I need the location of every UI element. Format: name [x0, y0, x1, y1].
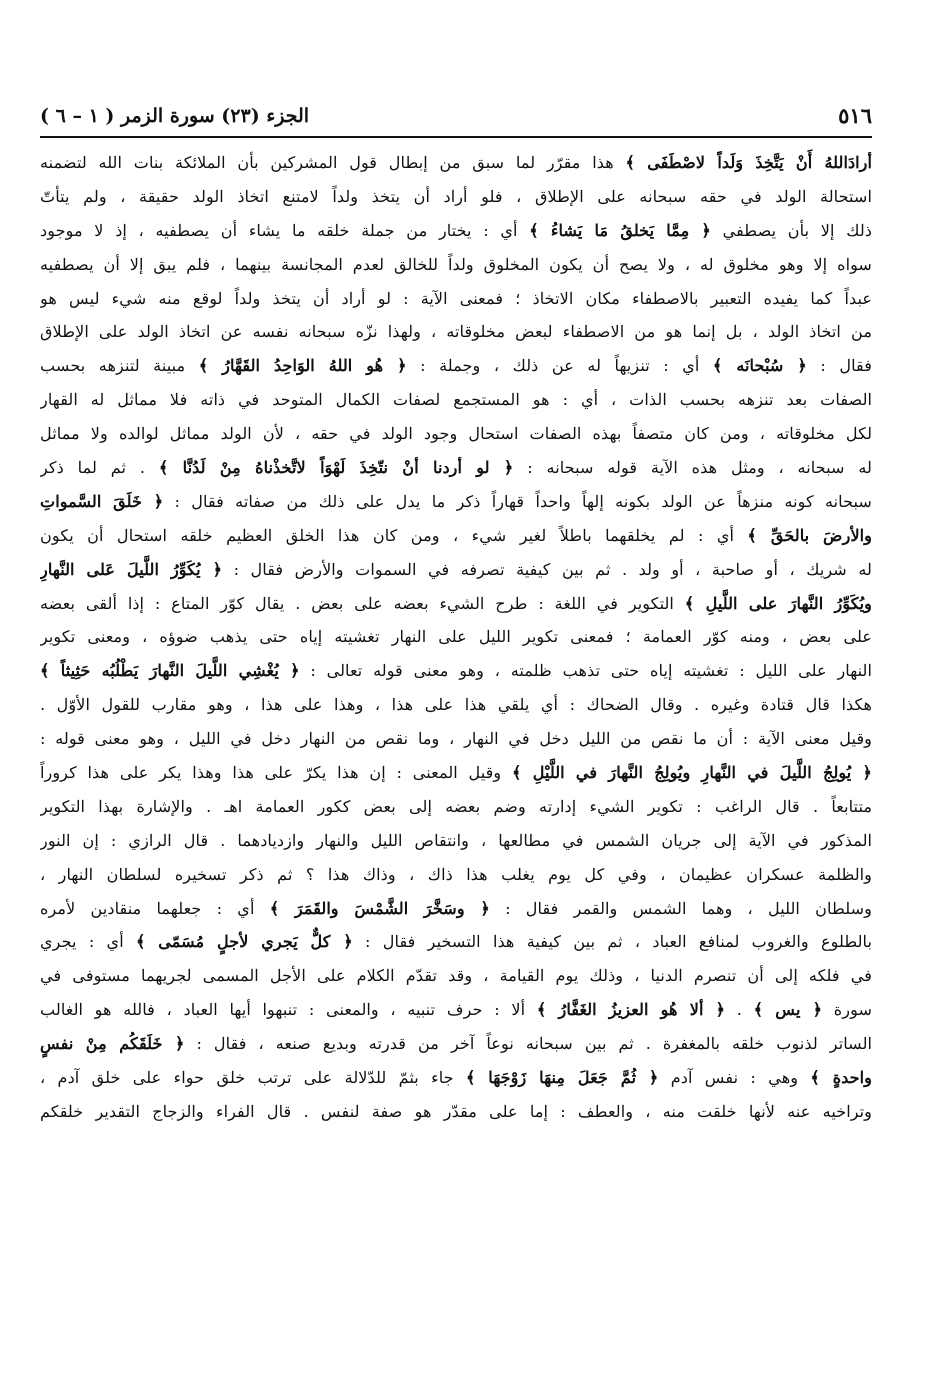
text-line: [40, 146, 872, 180]
header-rule: [40, 136, 872, 138]
page-header: [40, 102, 872, 134]
text-segment: ذلك إلا بأن يصطفي: [710, 220, 872, 240]
text-line: [40, 282, 872, 316]
text-segment: المذكور في الآية إلى جريان الشمس في مطالعها ، وانتقاص الليل والنهار وازديادهما . قال الرازي : إن النور: [40, 830, 872, 850]
text-segment: وقيل المعنى : إن هذا يكرّ على هذا وهذا يكر على هذا كروراً: [40, 763, 512, 783]
quran-verse: ﴿ خَلَقَ السَّمواتِ: [40, 491, 164, 511]
text-segment: على بعض ، ومنه كوّر العمامة ؛ فمعنى تكوير الليل على النهار تغشيته إياه حتى يذهب ضوؤه ، ومعنى تكوير: [40, 627, 872, 647]
text-line: [40, 790, 872, 824]
text-line: [40, 688, 872, 722]
text-line: [40, 315, 872, 349]
text-segment: متتابعاً . قال الراغب : تكوير الشيء إدارته وضم بعضه إلى بعض ككور العمامة اهـ . والإشارة بهذا التكوير: [40, 796, 872, 816]
text-segment: . ثم لما ذكر: [40, 458, 159, 478]
text-segment: أي : تنزيهاً له عن ذلك ، وجملة :: [406, 356, 713, 376]
text-segment: هذا مقرّر لما سبق من إبطال قول المشركين بأن الملائكة بنات الله لتضمنه: [40, 153, 626, 172]
text-segment: جاء بثمّ للدّلالة على ترتب خلق حواء على خلق آدم ،: [40, 1068, 466, 1088]
text-line: [40, 1027, 872, 1061]
quran-verse: واحدةٍ ﴾: [810, 1068, 872, 1088]
quran-verse: ﴿ هُو اللهُ الوَاحِدُ القَهَّارُ ﴾: [198, 356, 407, 376]
text-line: [40, 620, 872, 654]
text-line: [40, 553, 872, 587]
quran-verse: ﴿ ألا هُو العزيزُ الغَفَّارُ ﴾: [536, 1000, 726, 1020]
text-segment: سورة: [822, 1000, 872, 1020]
body-text: [40, 146, 872, 1129]
text-segment: له شريك ، أو صاحبة ، أو ولد . ثم بين كيفية تصرفه في السموات والأرض فقال :: [222, 559, 872, 579]
quran-verse: أرادَاللهُ أَنْ يَتَّخِذَ وَلَداً لاصْطَفَى ﴾: [625, 153, 872, 172]
text-line: [40, 858, 872, 892]
text-line: [40, 248, 872, 282]
text-segment: له سبحانه ، ومثل هذه الآية قوله سبحانه :: [513, 458, 872, 478]
text-segment: ألا : حرف تنبيه ، والمعنى : تنبهوا أيها العباد ، فالله هو الغالب: [40, 1000, 537, 1020]
text-line: [40, 1095, 872, 1129]
quran-verse: ﴿ كلٌّ يَجري لأجلٍ مُسَمّى ﴾: [136, 932, 353, 952]
text-segment: أي : يختار من جملة خلقه ما يشاء أن يصطفيه ، إذ لا موجود: [40, 220, 530, 240]
quran-verse: ﴿ ثُمَّ جَعَلَ مِنهَا زَوْجَهَا ﴾: [465, 1068, 659, 1088]
quran-verse: ﴿ يُكَوِّرُ اللَّيلَ عَلى النَّهارِ: [40, 559, 223, 579]
text-segment: من اتخاذ الولد ، بل إنما هو من الاصطفاء لبعض مخلوقاته ، ولهذا نزّه سبحانه نفسه عن اتخاذ الولد على الإطلاق: [40, 322, 872, 342]
text-line: [40, 756, 872, 790]
text-segment: بالطلوع والغروب لمنافع العباد ، ثم بين كيفية هذا التسخير فقال :: [352, 932, 872, 952]
quran-verse: ﴿ يُولِجُ اللَّيلَ في النَّهارِ ويُولِجُ النَّهارَ في اللَّيْلِ ﴾: [512, 763, 872, 783]
text-segment: في فلكه إلى أن تنصرم الدنيا ، وذلك يوم القيامة ، وقد تقدّم الكلام على الأجل المسمى لجريهما مستوفى في: [40, 966, 872, 986]
quran-verse: ﴿ يس ﴾: [753, 1000, 823, 1020]
text-line: [40, 180, 872, 214]
text-line: [40, 959, 872, 993]
text-segment: وتراخيه عنه لأنها خلقت منه ، والعطف : إما على مقدّر هو صفة لنفس . قال الفراء والزجاج التقدير خلقكم: [40, 1101, 872, 1121]
text-line: [40, 214, 872, 248]
text-segment: سواه إلا وهو مخلوق له ، ولا يصح أن يكون المخلوق ولداً للخالق لعدم المجانسة بينهما ، فلم يبق إلا أن يصطفيه: [40, 254, 872, 274]
text-line: [40, 654, 872, 688]
text-line: [40, 349, 872, 383]
text-segment: والظلمة عسكران عظيمان ، وفي كل يوم يغلب هذا ذاك ، وذاك هذا ؟ ثم ذكر تسخيره لسلطان النهار ،: [40, 864, 872, 884]
running-head: الجزء (٢٣) سورة الزمر ( ١ – ٦ ): [40, 105, 310, 127]
quran-verse: ويُكَوِّرُ النَّهارَ على اللَّيلِ ﴾: [684, 593, 872, 613]
text-line: [40, 587, 872, 621]
text-segment: فقال :: [806, 356, 872, 376]
quran-verse: ﴿ مِمَّا يَخلقُ مَا يَشاءُ ﴾: [529, 220, 711, 240]
page-number: ٥١٦: [838, 103, 872, 128]
text-line: [40, 993, 872, 1027]
quran-verse: ﴿ لو أردنا أنْ نتّخِذَ لَهْوَاً لاتَّخذْناهُ مِنْ لَدُنَّا ﴾: [158, 458, 514, 478]
quran-verse: ﴿ يُغْشِي اللَّيلَ النَّهارَ يَطْلُبُه حَثِيثاً ﴾: [40, 661, 300, 681]
text-line: [40, 451, 872, 485]
text-line: [40, 824, 872, 858]
quran-verse: ﴿ خَلَقَكُم مِنْ نفسٍ: [40, 1034, 185, 1054]
quran-verse: والأرضَ بالحَقِّ ﴾: [747, 525, 872, 545]
text-line: [40, 519, 872, 553]
text-line: [40, 485, 872, 519]
text-segment: أي : لم يخلقهما باطلاً لغير شيء ، ومن كان هذا الخلق العظيم خلقه استحال أن يكون: [40, 525, 748, 545]
text-line: [40, 383, 872, 417]
text-segment: الساتر لذنوب خلقه بالمغفرة . ثم بين سبحانه نوعاً آخر من قدرته وبديع صنعه ، فقال :: [184, 1034, 872, 1054]
text-segment: الصفات بعد تنزهه بحسب الذات ، أي : هو المستجمع لصفات الكمال المتوحد في ذاته فلا مماثل له القهار: [40, 390, 872, 410]
text-segment: عبداً كما يفيده التعبير بالاصطفاء مكان الاتخاذ ؛ فمعنى الآية : لو أراد أن يتخذ ولداً لوقع منه شيء ليس هو: [40, 288, 872, 308]
text-segment: سبحانه كونه منزهاً عن الولد بكونه إلهاً واحداً قهاراً ذكر ما يدل على ذلك من صفاته فقال :: [163, 491, 872, 511]
text-segment: استحالة الولد في حقه سبحانه على الإطلاق ، فلو أراد أن يتخذ ولداً لامتنع اتخاذ الولد حقيقة ، ولم يتأتّ: [40, 186, 872, 206]
text-segment: وسلطان الليل ، وهما الشمس والقمر فقال :: [489, 898, 872, 918]
text-segment: لكل مخلوقاته ، ومن كان متصفاً بهذه الصفات استحال وجود الولد في حقه ، لأن الولد مماثل لوالده ولا مماثل: [40, 424, 872, 444]
text-line: [40, 892, 872, 926]
text-segment: مبينة لتنزهه بحسب: [40, 356, 199, 376]
text-segment: التكوير في اللغة : طرح الشيء بعضه على بعض . يقال كوّر المتاع : إذا ألقى بعضه: [40, 593, 685, 613]
text-segment: .: [725, 1000, 754, 1020]
text-segment: وقيل معنى الآية : أن ما نقص من الليل دخل في النهار ، وما نقص من النهار دخل في الليل ، وهو معنى قوله :: [40, 729, 872, 749]
quran-verse: ﴿ وسَخَّرَ الشَّمْسَ والقَمَرَ ﴾: [269, 898, 490, 918]
text-segment: هكذا قال قتادة وغيره . وقال الضحاك : أي يلقي هذا على هذا ، وهذا على هذا ، وهو مقارب للقول الأوّل .: [40, 695, 872, 715]
text-segment: وهي : نفس آدم: [658, 1068, 811, 1088]
text-line: [40, 722, 872, 756]
text-line: [40, 417, 872, 451]
quran-verse: ﴿ سُبْحانَه ﴾: [712, 356, 807, 376]
text-segment: أي : يجري: [40, 932, 136, 952]
text-segment: النهار على الليل : تغشيته إياه حتى تذهب ظلمته ، وهو معنى قوله تعالى :: [299, 661, 872, 681]
text-line: [40, 925, 872, 959]
text-line: [40, 1061, 872, 1095]
text-segment: أي : جعلهما منقادين لأمره: [40, 898, 270, 918]
